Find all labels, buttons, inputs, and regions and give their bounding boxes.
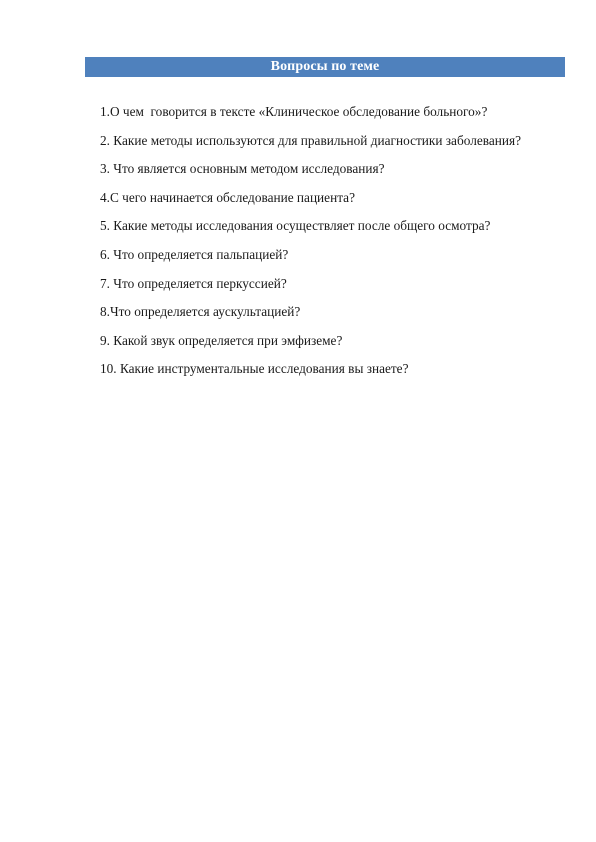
question-item-6: 6. Что определяется пальпацией? xyxy=(100,246,289,262)
question-item-9: 9. Какой звук определяется при эмфиземе? xyxy=(100,332,343,348)
question-item-10: 10. Какие инструментальные исследования вы знаете? xyxy=(100,361,409,377)
question-item-3: 3. Что является основным методом исследования? xyxy=(100,161,385,177)
question-item-4: 4.С чего начинается обследование пациента? xyxy=(100,189,355,205)
question-item-7: 7. Что определяется перкуссией? xyxy=(100,275,287,291)
question-item-5: 5. Какие методы исследования осуществляет после общего осмотра? xyxy=(100,218,491,234)
question-item-8: 8.Что определяется аускультацией? xyxy=(100,304,301,320)
question-list xyxy=(100,103,521,389)
section-header-band xyxy=(85,57,565,77)
question-item-2: 2. Какие методы используются для правильной диагностики заболевания? xyxy=(100,132,521,148)
section-title: Вопросы по теме xyxy=(270,59,380,74)
question-item-1: 1.О чем говорится в тексте «Клиническое обследование больного»? xyxy=(100,104,488,119)
